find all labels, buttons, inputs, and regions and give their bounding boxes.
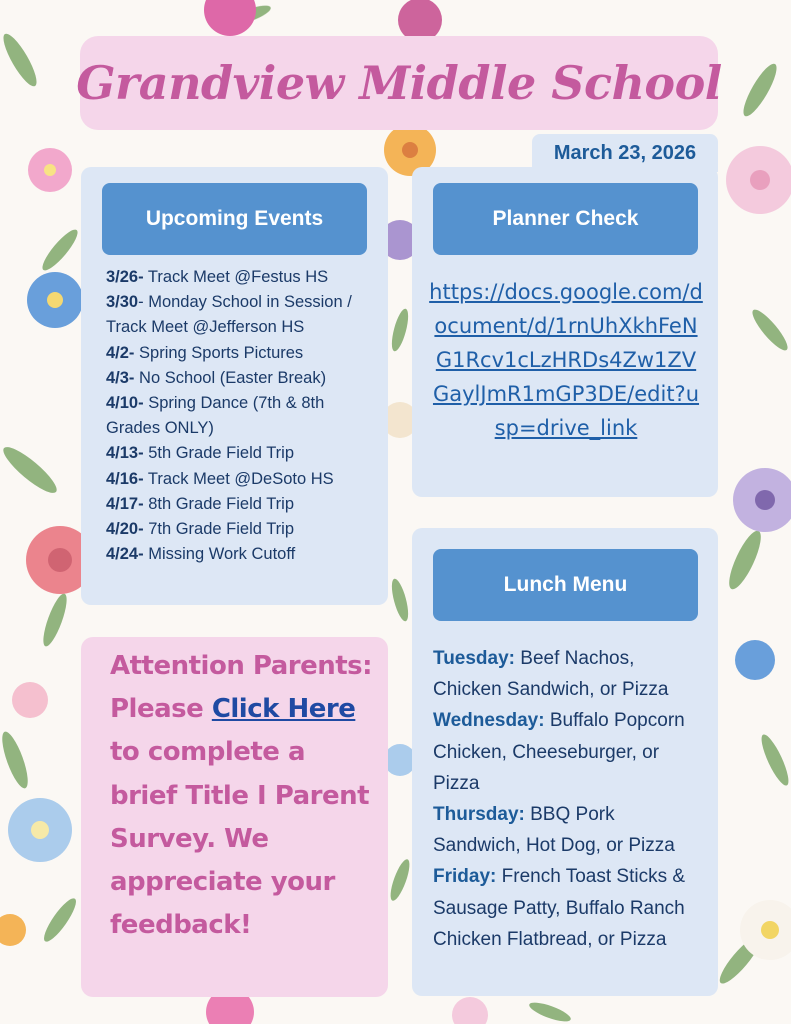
survey-click-here-link[interactable]: Click Here [211,694,356,725]
event-item [106,341,378,366]
event-date: 4/2- [106,343,135,362]
lunch-day-menu: Buffalo Popcorn Chicken, Cheeseburger, or Pizza [433,710,685,794]
upcoming-events-header: Upcoming Events [102,183,367,255]
event-date: 3/26- [106,268,144,286]
event-item [106,290,378,340]
title-banner [76,36,722,130]
event-text: Track Meet @DeSoto HS [143,469,334,488]
lunch-menu-card [412,528,718,996]
event-text: Spring Dance (7th & 8th Grades ONLY) [106,394,325,438]
event-item [106,467,378,492]
lunch-day [433,799,703,861]
events-list [106,265,378,567]
event-text: 8th Grade Field Trip [143,494,295,513]
event-date: 3/30 [106,293,139,312]
upcoming-events-card [81,167,388,605]
event-item [106,492,378,517]
lunch-day [433,861,703,955]
lunch-day-menu: French Toast Sticks & Sausage Patty, Buffalo Ranch Chicken Flatbread, or Pizza [433,866,686,950]
event-date: 4/17- [106,494,144,513]
event-item [106,366,378,391]
lunch-day-label: Friday: [433,866,497,888]
event-item [106,391,378,441]
event-text: Missing Work Cutoff [143,545,296,564]
school-title: Grandview Middle School [76,56,722,110]
event-date: 4/20- [106,520,144,539]
event-date: 4/16- [106,469,144,488]
lunch-day-label: Tuesday: [433,648,516,669]
event-date: 4/3- [106,368,135,387]
event-text: Spring Sports Pictures [134,343,304,362]
event-date: 4/13- [106,444,144,463]
event-item [106,441,378,466]
survey-trail-text: to complete a brief Title I Parent Survey. We appreciate your feedback! [110,737,370,941]
lunch-list [433,643,703,955]
event-item [106,517,378,542]
lunch-day [433,643,703,705]
lunch-day-label: Thursday: [433,804,525,826]
planner-check-card [412,167,718,497]
event-text: 7th Grade Field Trip [143,520,295,539]
parent-survey-text [110,645,380,947]
event-text: No School (Easter Break) [134,368,327,387]
lunch-day [433,705,703,799]
lunch-day-menu: BBQ Pork Sandwich, Hot Dog, or Pizza [433,804,675,857]
lunch-day-label: Wednesday: [433,710,545,732]
planner-check-header: Planner Check [433,183,698,255]
event-date: 4/24- [106,545,144,564]
lunch-day-menu: Beef Nachos, Chicken Sandwich, or Pizza [433,648,669,701]
event-item [106,542,378,567]
event-text: Track Meet @Festus HS [143,268,329,286]
survey-lead-text: Attention Parents: Please [110,651,373,725]
event-text: - Monday School in Session / Track Meet @Jefferson HS [106,293,352,337]
planner-doc-link[interactable]: https://docs.google.com/document/d/1rnUhXkhFeNG1Rcv1cLzHRDs4Zw1ZVGaylJmR1mGP3DE/edit?usp=drive_link [429,280,703,440]
event-item [106,265,378,290]
event-text: 5th Grade Field Trip [143,444,295,463]
date-label: March 23, 2026 [553,141,697,164]
lunch-menu-header: Lunch Menu [433,549,698,621]
parent-survey-card [81,637,388,997]
event-date: 4/10- [106,394,144,413]
